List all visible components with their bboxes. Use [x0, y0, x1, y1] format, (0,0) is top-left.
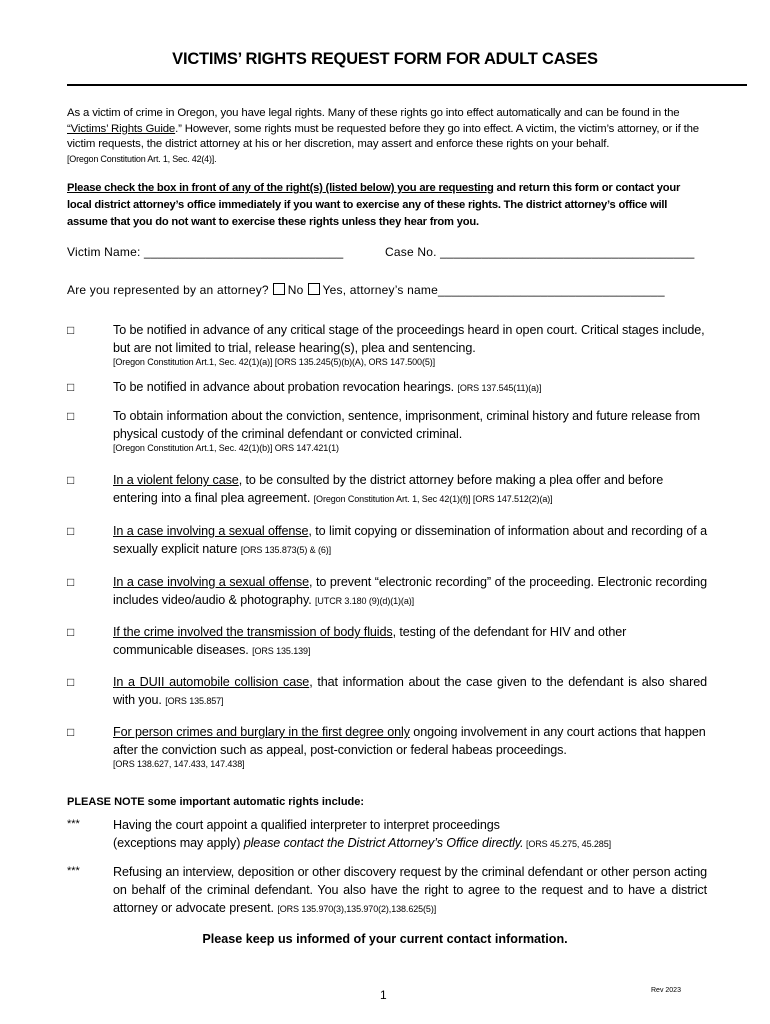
right-description — [113, 573, 707, 610]
automatic-right-citation: [ORS 45.275, 45.285] — [523, 839, 612, 849]
right-text: ongoing involvement in any court actions that happen after the conviction such as appeal, post-conviction or federal habeas proceedings. — [113, 725, 706, 757]
right-checkbox[interactable]: □ — [67, 409, 75, 423]
right-description — [113, 378, 707, 397]
intro-paragraph — [67, 106, 707, 153]
right-citation: [ORS 135.873(5) & (6)] — [240, 545, 332, 555]
right-checkbox[interactable]: □ — [67, 524, 75, 538]
attorney-question-row — [67, 283, 665, 297]
automatic-right-contact-note: please contact the District Attorney’s Office directly. — [243, 836, 524, 850]
right-condition: In a case involving a sexual offense — [113, 575, 310, 589]
right-condition: In a violent felony case — [113, 473, 239, 487]
right-text: , to limit copying or dissemination of information about and recording of a sexually explicit nature — [113, 524, 707, 556]
right-description — [113, 522, 707, 559]
instruction-paragraph — [67, 180, 707, 231]
instruction-rest: and return this form or contact your local district attorney’s office immediately if you want to exercise any of these rights. The district attorney’s office will assume that you do not want to exercise these rights unless they hear from you. — [67, 182, 681, 228]
intro-citation: [Oregon Constitution Art. 1, Sec. 42(4)]. — [67, 154, 217, 164]
intro-text-continued: .” However, some rights must be requested before they go into effect. A victim, the victim’s attorney, or if the victim requests, the district attorney at his or her discretion, may assert and enforce these rights on your behalf. — [67, 122, 699, 150]
right-text: , that information about the case given to the defendant is also shared with you. — [113, 675, 707, 707]
victim-name-field[interactable]: Victim Name: _____________________________ — [67, 245, 344, 259]
automatic-right-description — [113, 863, 707, 918]
automatic-right-text: Refusing an interview, deposition or other discovery request by the criminal defendant or other person acting on behalf of the criminal defendant. You also have the right to agree to the request and to have a district attorney or advocate present. — [113, 865, 707, 915]
automatic-right-text: Having the court appoint a qualified interpreter to interpret proceedings — [113, 818, 500, 832]
right-citation: [Oregon Constitution Art.1, Sec. 42(1)(b)] ORS 147.421(1) — [113, 443, 339, 453]
right-text: To be notified in advance about probation revocation hearings. — [113, 380, 458, 394]
right-citation: [ORS 138.627, 147.433, 147.438] — [113, 759, 245, 769]
automatic-right-exception: (exceptions may apply) — [113, 836, 244, 850]
revision-label: Rev 2023 — [651, 987, 681, 994]
right-description — [113, 471, 707, 508]
right-text: testing of the defendant for HIV and other communicable diseases. — [113, 625, 627, 657]
right-text: To obtain information about the conviction, sentence, imprisonment, criminal history and future release from physical custody of the criminal defendant or convicted criminal. — [113, 409, 701, 441]
right-citation: [ORS 137.545(11)(a)] — [457, 383, 542, 393]
right-citation: [UTCR 3.180 (9)(d)(1)(a)] — [315, 596, 415, 606]
note-marker: *** — [67, 818, 80, 830]
right-citation: [ORS 135.857] — [165, 696, 224, 706]
right-condition: In a DUII automobile collision case — [113, 675, 310, 689]
right-citation: [ORS 135.139] — [252, 646, 311, 656]
right-checkbox[interactable]: □ — [67, 725, 75, 739]
right-text: , to be consulted by the district attorney before making a plea offer and before entering into a final plea agreement. — [113, 473, 664, 505]
attorney-yes-checkbox[interactable] — [308, 283, 320, 295]
right-description — [113, 723, 707, 770]
right-checkbox[interactable]: □ — [67, 625, 75, 639]
victims-rights-guide-reference: “Victims’ Rights Guide — [67, 122, 176, 135]
right-text: To be notified in advance of any critical stage of the proceedings heard in open court. Critical stages include, but are not limited to trial, release hearing(s), plea and sentencing. — [113, 323, 705, 355]
right-description — [113, 623, 707, 660]
note-marker: *** — [67, 865, 80, 877]
page-number: 1 — [380, 988, 387, 1002]
case-number-field[interactable]: Case No. _____________________________________ — [385, 245, 695, 259]
contact-info-reminder: Please keep us informed of your current contact information. — [202, 932, 568, 946]
attorney-name-field[interactable]: Yes, attorney’s name_________________________________ — [322, 283, 665, 297]
automatic-right-description — [113, 816, 707, 853]
right-checkbox[interactable]: □ — [67, 323, 75, 337]
right-checkbox[interactable]: □ — [67, 675, 75, 689]
automatic-rights-heading: PLEASE NOTE some important automatic rights include: — [67, 796, 365, 808]
right-checkbox[interactable]: □ — [67, 473, 75, 487]
right-condition: In a case involving a sexual offense — [113, 524, 309, 538]
automatic-right-citation: [ORS 135.970(3),135.970(2),138.625(5)] — [277, 904, 437, 914]
right-condition: If the crime involved the transmission of body fluids, — [113, 625, 396, 639]
right-text: , to prevent “electronic recording” of the proceeding. Electronic recording includes video/audio & photography. — [113, 575, 707, 607]
title-divider — [67, 84, 747, 86]
right-description — [113, 407, 707, 454]
right-description — [113, 321, 707, 368]
intro-text: As a victim of crime in Oregon, you have legal rights. Many of these rights go into effect automatically and can be found in the — [67, 107, 680, 119]
form-title: VICTIMS’ RIGHTS REQUEST FORM FOR ADULT CASES — [172, 50, 598, 68]
instruction-underlined: Please check the box in front of any of the right(s) (listed below) you are requesting — [67, 182, 494, 194]
right-citation: [Oregon Constitution Art. 1, Sec 42(1)(f)] [ORS 147.512(2)(a)] — [313, 494, 553, 504]
right-checkbox[interactable]: □ — [67, 575, 75, 589]
attorney-question-label: Are you represented by an attorney? — [67, 283, 269, 297]
right-citation: [Oregon Constitution Art.1, Sec. 42(1)(a)] [ORS 135.245(5)(b)(A), ORS 147.500(5)] — [113, 357, 436, 367]
right-description — [113, 673, 707, 710]
attorney-no-checkbox[interactable] — [273, 283, 285, 295]
attorney-no-label: No — [287, 283, 304, 297]
right-condition: For person crimes and burglary in the first degree only — [113, 725, 410, 739]
right-checkbox[interactable]: □ — [67, 380, 75, 394]
